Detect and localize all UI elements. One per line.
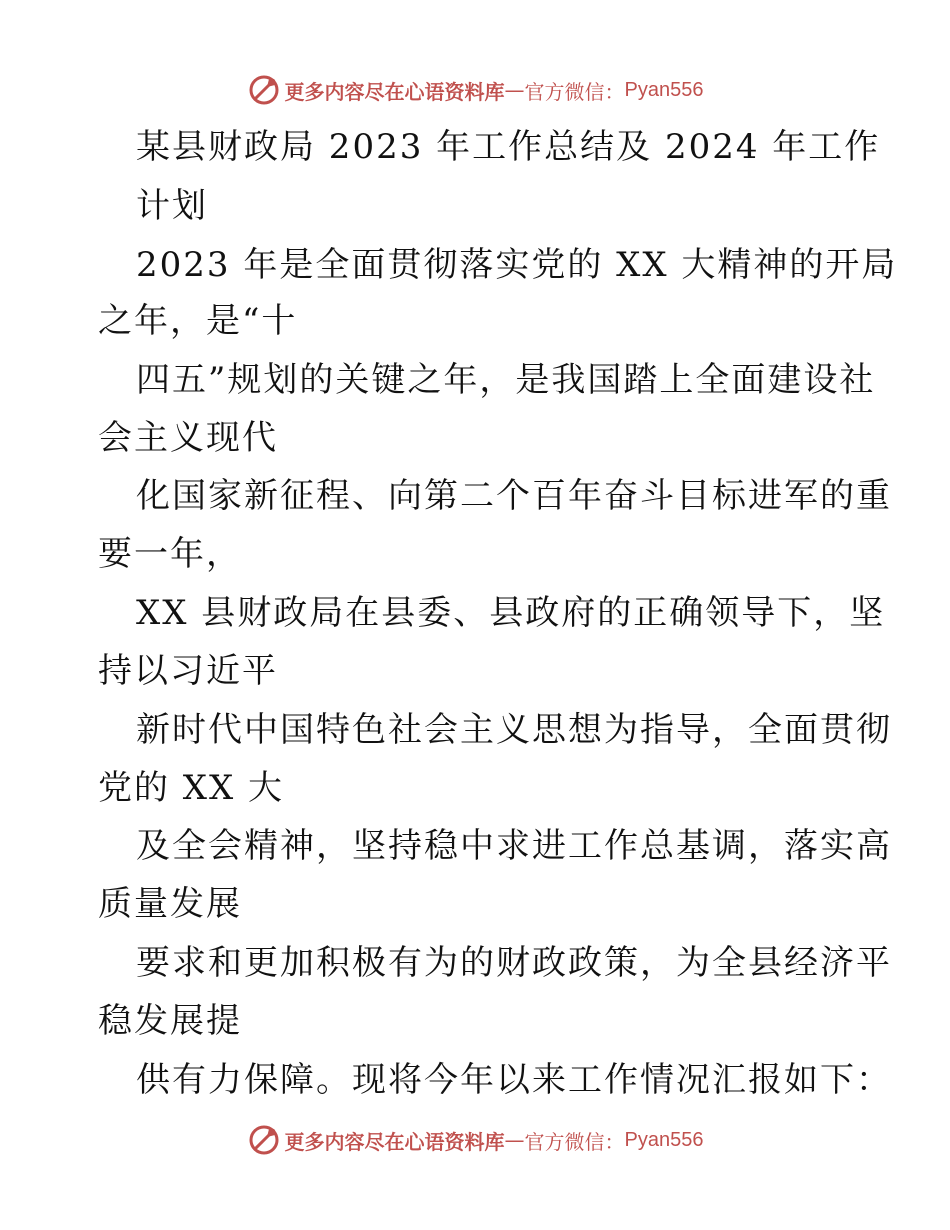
- body-line: 会主义现代: [98, 418, 278, 458]
- banner-prefix: 更多内容尽在心语资料库: [284, 79, 505, 104]
- body-line: 及全会精神，坚持稳中求进工作总基调，落实高: [136, 826, 892, 866]
- body-line: 四五”规划的关键之年，是我国踏上全面建设社: [136, 360, 876, 400]
- footer-prefix: 更多内容尽在心语资料库: [284, 1129, 505, 1154]
- quill-seal-icon: [247, 1123, 281, 1157]
- body-line: 质量发展: [98, 884, 242, 924]
- body-line: 化国家新征程、向第二个百年奋斗目标进军的重: [136, 476, 892, 516]
- doc-title-line-1: 某县财政局 2023 年工作总结及 2024 年工作: [136, 127, 881, 167]
- body-line: 党的 XX 大: [98, 768, 285, 808]
- body-line: 2023 年是全面贯彻落实党的 XX 大精神的开局: [136, 245, 898, 285]
- body-line: 之年，是“十: [98, 301, 298, 341]
- doc-title-line-2: 计划: [136, 186, 208, 226]
- footer-dash: —: [504, 1128, 525, 1152]
- banner-dash: —: [504, 78, 525, 102]
- body-line: XX 县财政局在县委、县政府的正确领导下，坚: [136, 593, 886, 633]
- body-line: 供有力保障。现将今年以来工作情况汇报如下：: [136, 1060, 892, 1100]
- footer-banner: [0, 1120, 950, 1160]
- banner-wechat-id: Pyan556: [624, 78, 704, 101]
- footer-wechat-id: Pyan556: [624, 1128, 704, 1151]
- quill-seal-icon: [247, 73, 281, 107]
- body-line: 新时代中国特色社会主义思想为指导，全面贯彻: [136, 710, 892, 750]
- footer-official: 官方微信：: [524, 1129, 625, 1154]
- body-line: 要求和更加积极有为的财政政策，为全县经济平: [136, 943, 892, 983]
- header-banner: [0, 70, 950, 110]
- banner-official: 官方微信：: [524, 79, 625, 104]
- body-line: 稳发展提: [98, 1001, 242, 1041]
- body-line: 要一年，: [98, 534, 242, 574]
- body-line: 持以习近平: [98, 651, 278, 691]
